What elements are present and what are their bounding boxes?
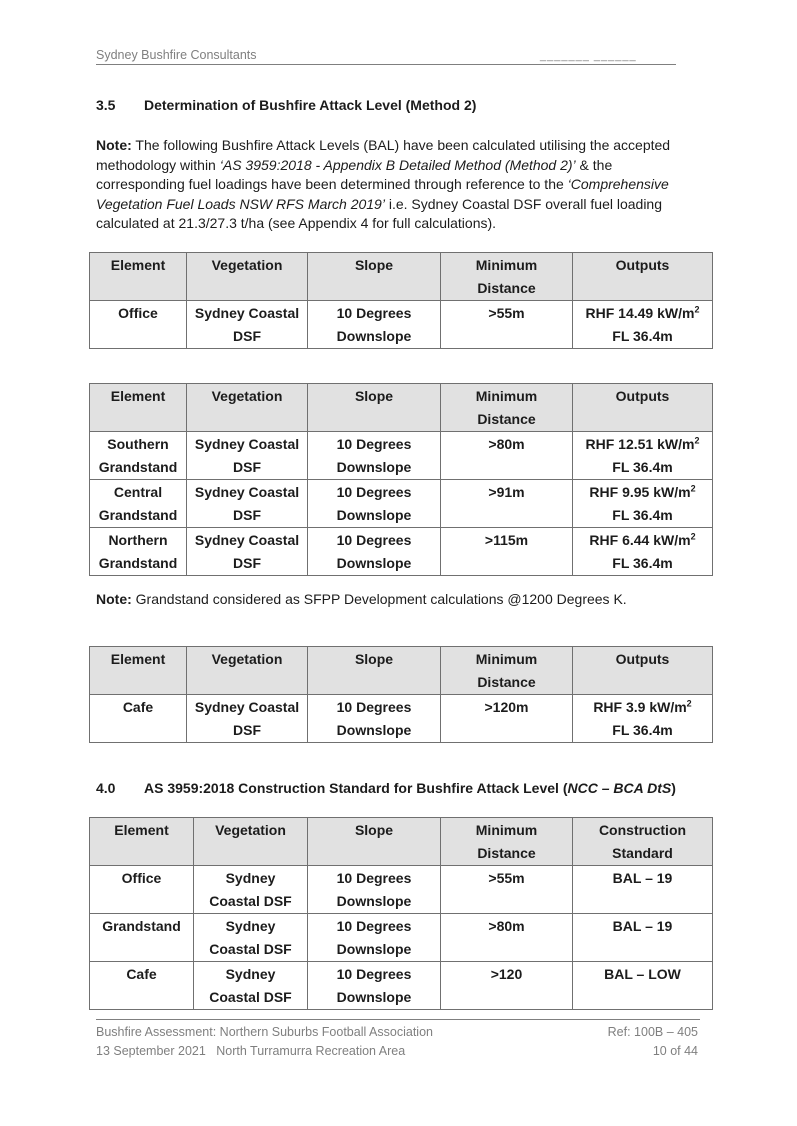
table-header-row bbox=[90, 253, 713, 301]
section-3-5-title: Determination of Bushfire Attack Level (Method 2) bbox=[144, 97, 477, 113]
cell-element: Cafe bbox=[90, 695, 187, 743]
page-footer-rule bbox=[96, 1019, 700, 1020]
header-minimum-distance: Minimum Distance bbox=[441, 647, 573, 695]
table-header-row bbox=[90, 384, 713, 432]
method-note-reference-fuel-loads: ‘Comprehensive Vegetation Fuel Loads NSW RFS March 2019’ bbox=[96, 176, 669, 212]
cell-slope: 10 Degrees Downslope bbox=[308, 432, 441, 480]
cell-construction-standard: BAL – 19 bbox=[573, 866, 713, 914]
header-outputs: Outputs bbox=[573, 647, 713, 695]
grandstand-note-text: Grandstand considered as SFPP Development calculations @1200 Degrees K. bbox=[131, 591, 627, 607]
header-element: Element bbox=[90, 818, 194, 866]
header-element: Element bbox=[90, 253, 187, 301]
cell-construction-standard: BAL – 19 bbox=[573, 914, 713, 962]
table-header-row bbox=[90, 647, 713, 695]
cell-vegetation: Sydney Coastal DSF bbox=[187, 480, 308, 528]
cell-outputs: RHF 9.95 $kW/m^2$ FL 36.4m bbox=[573, 480, 713, 528]
cell-vegetation: Sydney Coastal DSF bbox=[187, 301, 308, 349]
cell-outputs: RHF 12.51 $kW/m^2$ FL 36.4m bbox=[573, 432, 713, 480]
cell-slope: 10 Degrees Downslope bbox=[308, 301, 441, 349]
grandstand-note bbox=[96, 590, 704, 610]
cell-distance: >120 bbox=[441, 962, 573, 1010]
header-slope: Slope bbox=[308, 253, 441, 301]
cell-element: Central Grandstand bbox=[90, 480, 187, 528]
method-note-text-3: i.e. Sydney Coastal DSF overall fuel loading calculated at 21.3/27.3 t/ha (see Appendix 4 for full calculations). bbox=[96, 195, 663, 232]
header-construction-standard: Construction Standard bbox=[573, 818, 713, 866]
header-minimum-distance: Minimum Distance bbox=[441, 253, 573, 301]
page-footer-line-1 bbox=[96, 1025, 698, 1039]
bal-table-cafe bbox=[89, 646, 713, 743]
table-row bbox=[90, 528, 713, 576]
table-header-row bbox=[90, 818, 713, 866]
header-slope: Slope bbox=[308, 384, 441, 432]
header-vegetation: Vegetation bbox=[194, 818, 308, 866]
header-vegetation: Vegetation bbox=[187, 384, 308, 432]
method-note-text-2: & the corresponding fuel loadings have been determined through reference to the bbox=[96, 156, 613, 193]
cell-vegetation: Sydney Coastal DSF bbox=[194, 914, 308, 962]
header-vegetation: Vegetation bbox=[187, 647, 308, 695]
footer-reference: Ref: 100B – 405 bbox=[607, 1025, 698, 1039]
grandstand-note-label: Note: bbox=[96, 591, 132, 607]
cell-element: Southern Grandstand bbox=[90, 432, 187, 480]
page-header-rule bbox=[96, 64, 676, 65]
table-row bbox=[90, 914, 713, 962]
cell-vegetation: Sydney Coastal DSF bbox=[187, 695, 308, 743]
section-4-0-number: 4.0 bbox=[96, 780, 116, 796]
method-note-text-1: The following Bushfire Attack Levels (BAL) have been calculated utilising the accepted methodology within bbox=[96, 137, 671, 173]
page-header-marks: _______ ______ bbox=[540, 50, 637, 62]
table-row bbox=[90, 432, 713, 480]
cell-slope: 10 Degrees Downslope bbox=[308, 695, 441, 743]
header-outputs: Outputs bbox=[573, 253, 713, 301]
footer-date-location: 13 September 2021 North Turramurra Recreation Area bbox=[96, 1044, 406, 1058]
cell-slope: 10 Degrees Downslope bbox=[308, 480, 441, 528]
bal-table-office bbox=[89, 252, 713, 349]
method-note-reference-as3959: ‘AS 3959:2018 - Appendix B Detailed Method (Method 2)’ bbox=[219, 156, 576, 173]
cell-distance: >120m bbox=[441, 695, 573, 743]
table-row bbox=[90, 480, 713, 528]
section-4-0-title-2: ) bbox=[671, 780, 676, 796]
table-row bbox=[90, 866, 713, 914]
cell-slope: 10 Degrees Downslope bbox=[308, 914, 441, 962]
header-minimum-distance: Minimum Distance bbox=[441, 818, 573, 866]
cell-distance: >80m bbox=[441, 914, 573, 962]
cell-outputs: RHF 3.9 $kW/m^2$ FL 36.4m bbox=[573, 695, 713, 743]
header-minimum-distance: Minimum Distance bbox=[441, 384, 573, 432]
header-vegetation: Vegetation bbox=[187, 253, 308, 301]
cell-outputs: RHF 6.44 $kW/m^2$ FL 36.4m bbox=[573, 528, 713, 576]
cell-distance: >55m bbox=[441, 301, 573, 349]
cell-element: Northern Grandstand bbox=[90, 528, 187, 576]
cell-slope: 10 Degrees Downslope bbox=[308, 866, 441, 914]
cell-element: Office bbox=[90, 866, 194, 914]
page-footer-line-2 bbox=[96, 1044, 698, 1058]
cell-element: Grandstand bbox=[90, 914, 194, 962]
section-4-0-title-1: AS 3959:2018 Construction Standard for Bushfire Attack Level ( bbox=[144, 780, 568, 796]
method-note-label: Note: bbox=[96, 137, 132, 153]
cell-distance: >115m bbox=[441, 528, 573, 576]
cell-distance: >80m bbox=[441, 432, 573, 480]
cell-outputs: RHF 14.49 $kW/m^2$ FL 36.4m bbox=[573, 301, 713, 349]
cell-slope: 10 Degrees Downslope bbox=[308, 528, 441, 576]
construction-standard-table bbox=[89, 817, 713, 1010]
page-header-company: Sydney Bushfire Consultants bbox=[96, 48, 257, 62]
section-4-0-heading bbox=[96, 780, 676, 796]
header-outputs: Outputs bbox=[573, 384, 713, 432]
cell-vegetation: Sydney Coastal DSF bbox=[194, 866, 308, 914]
cell-construction-standard: BAL – LOW bbox=[573, 962, 713, 1010]
header-element: Element bbox=[90, 384, 187, 432]
bal-table-grandstand bbox=[89, 383, 713, 576]
footer-page-number: 10 of 44 bbox=[652, 1044, 698, 1058]
cell-element: Office bbox=[90, 301, 187, 349]
table-row bbox=[90, 695, 713, 743]
table-row bbox=[90, 962, 713, 1010]
cell-vegetation: Sydney Coastal DSF bbox=[194, 962, 308, 1010]
table-row bbox=[90, 301, 713, 349]
header-slope: Slope bbox=[308, 647, 441, 695]
section-3-5-number: 3.5 bbox=[96, 97, 116, 113]
cell-distance: >55m bbox=[441, 866, 573, 914]
footer-report-title: Bushfire Assessment: Northern Suburbs Football Association bbox=[96, 1025, 433, 1039]
cell-vegetation: Sydney Coastal DSF bbox=[187, 432, 308, 480]
cell-distance: >91m bbox=[441, 480, 573, 528]
header-slope: Slope bbox=[308, 818, 441, 866]
header-element: Element bbox=[90, 647, 187, 695]
method-note-paragraph bbox=[96, 136, 704, 234]
cell-element: Cafe bbox=[90, 962, 194, 1010]
section-4-0-title-italic: NCC – BCA DtS bbox=[567, 780, 672, 796]
cell-slope: 10 Degrees Downslope bbox=[308, 962, 441, 1010]
section-3-5-heading bbox=[96, 97, 476, 113]
cell-vegetation: Sydney Coastal DSF bbox=[187, 528, 308, 576]
